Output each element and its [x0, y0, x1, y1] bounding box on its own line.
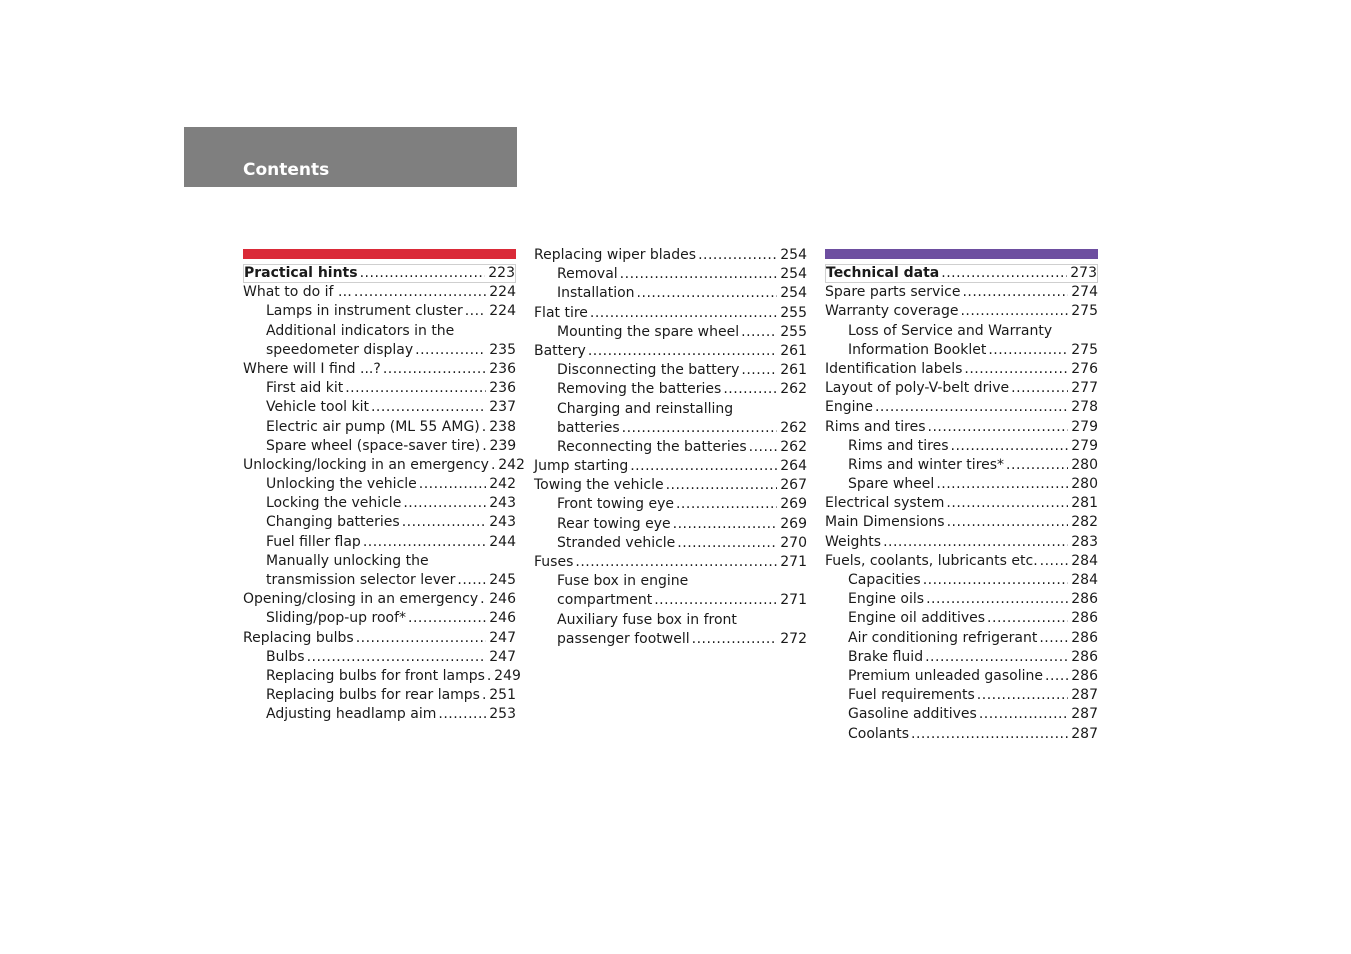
toc-page-number: 261: [780, 342, 807, 359]
toc-subentry[interactable]: [534, 323, 807, 342]
toc-page-number: 262: [780, 438, 807, 455]
dot-leader: [419, 475, 486, 494]
toc-page-number: 272: [780, 630, 807, 647]
toc-page-number: 243: [489, 514, 516, 531]
dot-leader: [698, 246, 777, 265]
dot-leader: [692, 630, 777, 649]
toc-entry-label: Reconnecting the batteries: [557, 438, 747, 455]
dot-leader: [962, 283, 1068, 302]
toc-subentry[interactable]: [243, 513, 516, 532]
toc-entry[interactable]: [825, 552, 1098, 571]
toc-entry-label: Warranty coverage: [825, 303, 959, 320]
toc-subentry[interactable]: [243, 571, 516, 590]
toc-subentry[interactable]: [243, 494, 516, 513]
toc-subentry[interactable]: [534, 400, 807, 419]
toc-entry-label: Spare wheel (space-saver tire): [266, 437, 481, 454]
dot-leader: [666, 476, 777, 495]
toc-page-number: 279: [1071, 437, 1098, 454]
toc-entry-label: Fuels, coolants, lubricants etc.: [825, 552, 1038, 569]
toc-subentry[interactable]: [243, 705, 516, 724]
toc-subentry[interactable]: [534, 438, 807, 457]
toc-section-heading[interactable]: [825, 264, 1098, 283]
toc-page-number: 237: [489, 399, 516, 416]
toc-page-number: 286: [1071, 648, 1098, 665]
toc-page-number: 242: [498, 456, 525, 473]
toc-page-number: 284: [1071, 572, 1098, 588]
toc-entry-label: Premium unleaded gasoline: [848, 667, 1044, 684]
toc-entry[interactable]: [825, 379, 1098, 398]
toc-entry-label: Disconnecting the battery: [557, 362, 740, 379]
toc-entry-label: Coolants: [848, 725, 910, 742]
dot-leader: [363, 533, 486, 552]
dot-leader: [960, 302, 1068, 321]
toc-page-number: 242: [489, 476, 516, 493]
dot-leader: [979, 705, 1068, 724]
toc-entry-label: Replacing wiper blades: [534, 247, 697, 263]
toc-entry-label: Where will I find ...?: [243, 360, 381, 377]
toc-subentry[interactable]: [243, 437, 516, 456]
toc-page-number: 246: [489, 591, 516, 608]
toc-subentry[interactable]: [825, 322, 1098, 341]
toc-subentry[interactable]: [243, 609, 516, 628]
dot-leader: [741, 323, 777, 342]
toc-page-number: 278: [1071, 399, 1098, 416]
toc-entry-label: Rims and tires: [825, 418, 926, 435]
toc-entry-label: Replacing bulbs: [243, 629, 354, 646]
dot-leader: [883, 533, 1068, 552]
toc-entry[interactable]: [243, 456, 525, 475]
toc-page-number: 247: [489, 629, 516, 646]
dot-leader: [345, 379, 486, 398]
toc-page-number: 284: [1071, 552, 1098, 569]
toc-entry-label: Capacities: [848, 572, 921, 588]
toc-entry-label: Technical data: [826, 265, 940, 281]
toc-subentry[interactable]: [534, 630, 807, 649]
dot-leader: [964, 360, 1068, 379]
dot-leader: [677, 534, 777, 553]
dot-leader: [936, 475, 1068, 494]
toc-page-number: 236: [489, 360, 516, 377]
toc-page-number: 261: [780, 362, 807, 379]
toc-subentry[interactable]: [825, 437, 1098, 456]
dot-leader: [307, 648, 486, 667]
toc-entry-label: Engine oil additives: [848, 610, 986, 627]
toc-entry-label: Opening/closing in an emergency: [243, 591, 479, 608]
toc-entry-label: Unlocking/locking in an emergency: [243, 456, 489, 473]
toc-entry-label: Manually unlocking the: [266, 552, 429, 569]
toc-entry[interactable]: [825, 418, 1098, 437]
toc-entry[interactable]: [825, 283, 1098, 302]
section-color-bar-purple: [825, 249, 1098, 259]
dot-leader: [946, 494, 1068, 513]
toc-entry-label: Fuel requirements: [848, 687, 975, 704]
toc-entry[interactable]: [243, 629, 516, 648]
dot-leader: [941, 265, 1067, 282]
toc-page-number: 224: [489, 303, 516, 320]
toc-page-number: 287: [1071, 687, 1098, 704]
toc-entry-label: What to do if …: [243, 284, 352, 301]
header-bar: [184, 127, 517, 187]
dot-leader: [408, 609, 486, 628]
toc-page-number: 253: [489, 706, 516, 723]
toc-entry-label: Electrical system: [825, 495, 945, 512]
toc-page-number: 254: [780, 285, 807, 302]
toc-entry-label: Battery: [534, 342, 586, 359]
dot-leader: [480, 590, 486, 609]
dot-leader: [590, 304, 777, 323]
toc-entry[interactable]: [534, 304, 807, 323]
toc-page-number: 246: [489, 610, 516, 627]
dot-leader: [1040, 552, 1068, 571]
toc-page-number: 245: [489, 572, 516, 588]
toc-entry-label: transmission selector lever: [266, 572, 456, 588]
toc-page-number: 281: [1071, 495, 1098, 512]
toc-entry-label: Fuel filler flap: [266, 533, 361, 550]
toc-entry-label: Weights: [825, 533, 882, 550]
toc-entry-label: Identification labels: [825, 360, 963, 377]
toc-entry-label: Engine oils: [848, 591, 925, 608]
toc-entry-label: Gasoline additives: [848, 706, 977, 723]
toc-entry-label: Rims and winter tires*: [848, 456, 1005, 473]
dot-leader: [575, 553, 777, 572]
toc-subentry[interactable]: [825, 725, 1098, 744]
dot-leader: [588, 342, 777, 361]
toc-entry[interactable]: [825, 302, 1098, 321]
toc-page-number: 279: [1071, 418, 1098, 435]
toc-subentry[interactable]: [243, 322, 516, 341]
toc-page-number: 255: [780, 304, 807, 321]
toc-page-number: 239: [489, 437, 517, 454]
dot-leader: [482, 437, 486, 456]
toc-page-number: 275: [1071, 303, 1098, 320]
toc-subentry[interactable]: [534, 611, 807, 630]
toc-entry-label: Unlocking the vehicle: [266, 476, 417, 493]
toc-entry-label: Rear towing eye: [557, 515, 671, 532]
toc-page-number: 244: [489, 533, 516, 550]
toc-page-number: 249: [494, 667, 521, 684]
toc-entry-label: Rims and tires: [848, 437, 949, 454]
dot-leader: [875, 398, 1068, 417]
toc-subentry[interactable]: [243, 686, 516, 705]
dot-leader: [923, 571, 1068, 590]
dot-leader: [947, 513, 1068, 532]
toc-subentry[interactable]: [243, 552, 516, 571]
toc-page-number: 262: [780, 419, 807, 436]
toc-page-number: 287: [1071, 706, 1098, 723]
toc-page-number: 262: [780, 381, 807, 398]
toc-page-number: 280: [1071, 476, 1098, 493]
dot-leader: [371, 398, 486, 417]
toc-page-number: 223: [488, 265, 515, 281]
dot-leader: [630, 457, 777, 476]
dot-leader: [741, 361, 777, 380]
toc-page-number: 251: [489, 687, 516, 704]
toc-subentry[interactable]: [534, 591, 807, 610]
dot-leader: [402, 513, 486, 532]
toc-page-number: 282: [1071, 514, 1098, 531]
toc-entry[interactable]: [534, 476, 807, 495]
dot-leader: [925, 648, 1068, 667]
toc-entry[interactable]: [825, 398, 1098, 417]
toc-entry-label: Auxiliary fuse box in front: [557, 611, 737, 628]
toc-entry-label: First aid kit: [266, 380, 344, 397]
toc-page-number: 238: [489, 418, 516, 435]
toc-page-number: 276: [1071, 360, 1098, 377]
toc-subentry[interactable]: [534, 419, 807, 438]
toc-subentry[interactable]: [243, 379, 516, 398]
toc-entry-label: Adjusting headlamp aim: [266, 706, 437, 723]
toc-subentry[interactable]: [825, 456, 1098, 475]
dot-leader: [620, 265, 777, 284]
toc-subentry[interactable]: [243, 475, 516, 494]
toc-subentry[interactable]: [534, 380, 807, 399]
toc-entry-label: Fuses: [534, 554, 574, 570]
toc-page-number: 269: [780, 496, 807, 513]
toc-subentry[interactable]: [534, 495, 807, 514]
dot-leader: [383, 360, 486, 379]
toc-page-number: 275: [1071, 341, 1098, 358]
toc-subentry[interactable]: [534, 534, 807, 553]
dot-leader: [438, 705, 486, 724]
toc-entry[interactable]: [243, 360, 516, 379]
dot-leader: [926, 590, 1068, 609]
toc-entry-label: Installation: [557, 285, 635, 302]
toc-page-number: 264: [780, 458, 807, 475]
dot-leader: [987, 609, 1068, 628]
toc-subentry[interactable]: [825, 590, 1098, 609]
toc-entry[interactable]: [243, 283, 516, 302]
toc-page-number: 280: [1071, 456, 1098, 473]
toc-subentry[interactable]: [243, 418, 516, 437]
toc-entry-label: Brake fluid: [848, 648, 924, 665]
toc-subentry[interactable]: [534, 284, 807, 303]
toc-entry[interactable]: [825, 513, 1098, 532]
toc-entry-label: Changing batteries: [266, 514, 400, 531]
dot-leader: [673, 515, 777, 534]
toc-entry-label: Replacing bulbs for rear lamps: [266, 687, 480, 704]
dot-leader: [354, 283, 486, 302]
toc-column-middle: [534, 246, 807, 649]
toc-column-practical-hints: [243, 249, 525, 725]
dot-leader: [676, 495, 777, 514]
dot-leader: [457, 571, 486, 590]
toc-entry[interactable]: [534, 457, 807, 476]
toc-subentry[interactable]: [243, 648, 516, 667]
toc-entry-label: Information Booklet: [848, 341, 987, 358]
toc-entry-label: Front towing eye: [557, 496, 674, 513]
toc-entry[interactable]: [534, 553, 807, 572]
toc-page-number: 286: [1071, 667, 1098, 684]
toc-entry-label: Bulbs: [266, 648, 305, 665]
toc-entry-label: Spare parts service: [825, 284, 961, 301]
toc-subentry[interactable]: [534, 265, 807, 284]
toc-column-technical-data: [825, 249, 1098, 744]
dot-leader: [1006, 456, 1068, 475]
toc-subentry[interactable]: [243, 341, 516, 360]
dot-leader: [360, 265, 485, 282]
toc-page-number: 224: [489, 284, 516, 301]
toc-page-number: 267: [780, 477, 807, 494]
toc-entry-label: Fuse box in engine: [557, 573, 689, 590]
toc-subentry[interactable]: [825, 341, 1098, 360]
toc-entry-label: Main Dimensions: [825, 514, 945, 531]
toc-subentry[interactable]: [825, 609, 1098, 628]
toc-entry-label: passenger footwell: [557, 630, 690, 647]
toc-page-number: 269: [780, 515, 807, 532]
toc-subentry[interactable]: [243, 302, 516, 321]
toc-subentry[interactable]: [825, 686, 1098, 705]
toc-entry[interactable]: [825, 533, 1098, 552]
toc-page-number: 235: [489, 341, 516, 358]
toc-subentry[interactable]: [825, 667, 1098, 686]
dot-leader: [723, 380, 777, 399]
toc-entry-label: Charging and reinstalling: [557, 400, 734, 417]
dot-leader: [977, 686, 1068, 705]
toc-entry-label: batteries: [557, 419, 620, 436]
toc-entry-label: Flat tire: [534, 304, 588, 321]
toc-entry-label: Layout of poly-V-belt drive: [825, 380, 1010, 397]
dot-leader: [911, 725, 1068, 744]
dot-leader: [482, 418, 486, 437]
toc-subentry[interactable]: [825, 571, 1098, 590]
toc-entry-label: Replacing bulbs for front lamps: [266, 667, 485, 684]
toc-page-number: 271: [780, 554, 807, 570]
toc-page-number: 255: [780, 323, 807, 340]
toc-entry-label: Electric air pump (ML 55 AMG): [266, 418, 480, 435]
toc-entry-label: Jump starting: [534, 458, 629, 475]
dot-leader: [951, 437, 1068, 456]
toc-entry-label: Spare wheel: [848, 476, 935, 493]
toc-entry-label: Additional indicators in the: [266, 322, 455, 339]
toc-page-number: 274: [1071, 284, 1098, 301]
section-color-bar-red: [243, 249, 516, 259]
page-title: Contents: [243, 160, 330, 180]
toc-subentry[interactable]: [243, 533, 516, 552]
dot-leader: [356, 629, 486, 648]
dot-leader: [1039, 629, 1068, 648]
toc-entry-label: Removal: [557, 266, 618, 283]
toc-subentry[interactable]: [825, 705, 1098, 724]
toc-entry-label: Practical hints: [244, 265, 358, 281]
toc-entry[interactable]: [534, 246, 807, 265]
toc-entry-label: Engine: [825, 399, 873, 416]
toc-section-heading[interactable]: [243, 264, 516, 283]
toc-page-number: 236: [489, 380, 516, 397]
dot-leader: [482, 686, 486, 705]
dot-leader: [622, 419, 777, 438]
toc-list: [243, 264, 525, 725]
toc-page-number: 287: [1071, 725, 1098, 742]
toc-entry-label: Lamps in instrument cluster: [266, 303, 463, 320]
toc-entry[interactable]: [825, 494, 1098, 513]
toc-page-number: 270: [780, 534, 807, 551]
toc-subentry[interactable]: [534, 572, 807, 591]
toc-entry[interactable]: [825, 360, 1098, 379]
toc-page-number: 247: [489, 648, 516, 665]
toc-subentry[interactable]: [534, 361, 807, 380]
toc-subentry[interactable]: [243, 398, 516, 417]
dot-leader: [654, 591, 777, 610]
toc-entry-label: speedometer display: [266, 341, 414, 358]
toc-subentry[interactable]: [825, 648, 1098, 667]
toc-entry-label: Removing the batteries: [557, 381, 722, 398]
toc-page-number: 286: [1071, 610, 1098, 627]
toc-page-number: 277: [1071, 380, 1098, 397]
toc-entry-label: Air conditioning refrigerant: [848, 629, 1038, 646]
dot-leader: [491, 456, 495, 475]
toc-entry-label: Locking the vehicle: [266, 495, 402, 512]
toc-page-number: 254: [780, 266, 807, 283]
toc-page-number: 273: [1070, 265, 1097, 281]
dot-leader: [637, 284, 777, 303]
dot-leader: [403, 494, 486, 513]
toc-entry-label: Sliding/pop-up roof*: [266, 610, 407, 627]
dot-leader: [465, 302, 486, 321]
toc-entry-label: compartment: [557, 592, 653, 609]
toc-page-number: 286: [1071, 629, 1098, 646]
dot-leader: [1045, 667, 1068, 686]
toc-subentry[interactable]: [534, 515, 807, 534]
dot-leader: [415, 341, 486, 360]
dot-leader: [928, 418, 1068, 437]
toc-list: [825, 264, 1098, 744]
toc-entry[interactable]: [243, 590, 516, 609]
toc-subentry[interactable]: [825, 629, 1098, 648]
toc-entry-label: Mounting the spare wheel: [557, 323, 740, 340]
toc-page-number: 286: [1071, 591, 1098, 608]
toc-entry-label: Vehicle tool kit: [266, 399, 369, 416]
toc-page-number: 283: [1071, 533, 1098, 550]
toc-entry[interactable]: [534, 342, 807, 361]
toc-list: [534, 246, 807, 649]
toc-page-number: 254: [780, 247, 807, 263]
toc-page-number: 243: [489, 495, 516, 512]
dot-leader: [988, 341, 1068, 360]
toc-entry-label: Loss of Service and Warranty: [848, 322, 1053, 339]
toc-subentry[interactable]: [825, 475, 1098, 494]
toc-subentry[interactable]: [243, 667, 521, 686]
toc-entry-label: Towing the vehicle: [534, 477, 664, 494]
toc-page-number: 271: [780, 592, 807, 609]
toc-entry-label: Stranded vehicle: [557, 534, 676, 551]
dot-leader: [1011, 379, 1068, 398]
dot-leader: [749, 438, 777, 457]
dot-leader: [487, 667, 491, 686]
